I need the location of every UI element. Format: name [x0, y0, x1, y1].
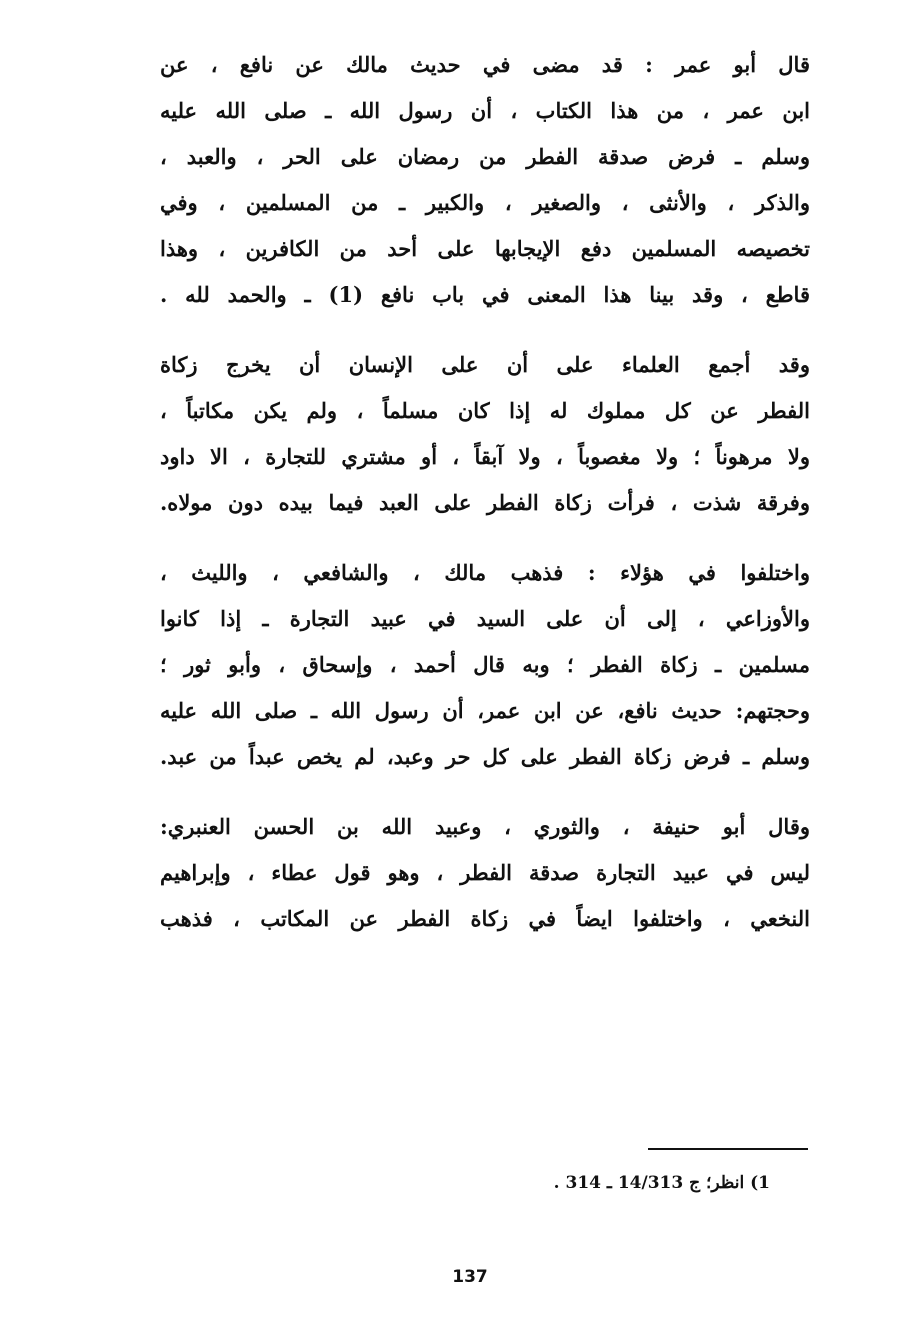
text-line: وحجتهم: حديث نافع، عن ابن عمر، أن رسول الله ـ صلى الله عليه [160, 698, 810, 723]
paragraph-4 [160, 804, 810, 942]
text-line: والذكر ، والأنثى ، والصغير ، والكبير ـ من المسلمين ، وفي [160, 190, 810, 215]
page-number: 137 [452, 1267, 488, 1287]
text-line: قاطع ، وقد بينا هذا المعنى في باب نافع (1) ـ والحمد لله . [160, 282, 810, 307]
footnote-divider [648, 1148, 808, 1150]
text-line: واختلفوا في هؤلاء : فذهب مالك ، والشافعي ، والليث ، [160, 560, 810, 585]
text-line: ابن عمر ، من هذا الكتاب ، أن رسول الله ـ صلى الله عليه [160, 98, 810, 123]
text-line: تخصيصه المسلمين دفع الإيجابها على أحد من الكافرين ، وهذا [160, 236, 810, 261]
text-line: مسلمين ـ زكاة الفطر ؛ وبه قال أحمد ، وإسحاق ، وأبو ثور ؛ [160, 652, 810, 677]
footnote: 1) انظر؛ ج 14/313 ـ 314 . [553, 1173, 770, 1193]
paragraph-1 [160, 42, 810, 318]
text-line: قال أبو عمر : قد مضى في حديث مالك عن نافع ، عن [160, 52, 810, 77]
text-line: ليس في عبيد التجارة صدقة الفطر ، وهو قول عطاء ، وإبراهيم [160, 860, 810, 885]
text-line: وسلم ـ فرض صدقة الفطر من رمضان على الحر ، والعبد ، [160, 144, 810, 169]
text-line: والأوزاعي ، إلى أن على السيد في عبيد التجارة ـ إذا كانوا [160, 606, 810, 631]
text-line: الفطر عن كل مملوك له إذا كان مسلماً ، ولم يكن مكاتباً ، [160, 398, 810, 423]
text-line: وسلم ـ فرض زكاة الفطر على كل حر وعبد، لم يخص عبداً من عبد. [160, 744, 810, 769]
paragraph-3 [160, 550, 810, 780]
text-line: النخعي ، واختلفوا ايضاً في زكاة الفطر عن المكاتب ، فذهب [160, 906, 810, 931]
text-line: ولا مرهوناً ؛ ولا مغصوباً ، ولا آبقاً ، أو مشتري للتجارة ، الا داود [160, 444, 810, 469]
text-line: وفرقة شذت ، فرأت زكاة الفطر على العبد فيما بيده دون مولاه. [160, 490, 810, 515]
text-line: وقد أجمع العلماء على أن على الإنسان أن يخرج زكاة [160, 352, 810, 377]
body-text [160, 42, 810, 942]
text-line: وقال أبو حنيفة ، والثوري ، وعبيد الله بن الحسن العنبري: [160, 814, 810, 839]
paragraph-2 [160, 342, 810, 526]
